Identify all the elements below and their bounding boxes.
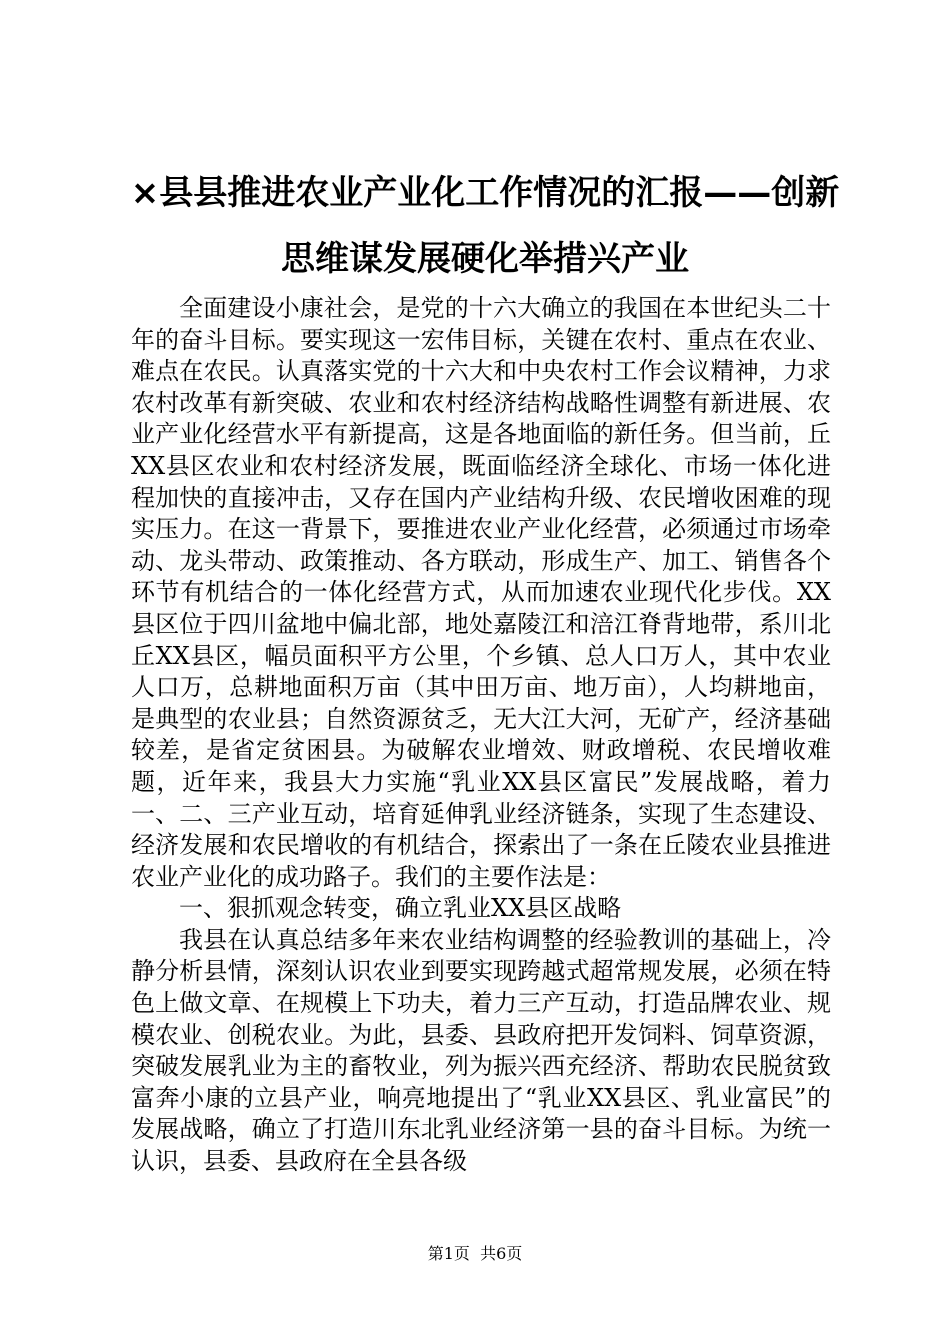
page-number: 第1页 bbox=[427, 1244, 470, 1263]
paragraph-section-one: 我县在认真总结多年来农业结构调整的经验教训的基础上，冷静分析县情，深刻认识农业到要实现跨越式超常规发展，必须在特色上做文章、在规模上下功夫，着力三产互动，打造品牌农业、规模农业、创税农业。为此，县委、县政府把开发饲料、饲草资源，突破发展乳业为主的畜牧业，列为振兴西充经济、帮助农民脱贫致富奔小康的立县产业，响亮地提出了“乳业XX县区、乳业富民”的发展战略，确立了打造川东北乳业经济第一县的奋斗目标。为统一认识，县委、县政府在全县各级 bbox=[131, 925, 831, 1176]
page-total: 共6页 bbox=[480, 1244, 523, 1263]
paragraph-intro: 全面建设小康社会，是党的十六大确立的我国在本世纪头二十年的奋斗目标。要实现这一宏伟目标，关键在农村、重点在农业、难点在农民。认真落实党的十六大和中央农村工作会议精神，力求农村改革有新突破、农业和农村经济结构战略性调整有新进展、农业产业化经营水平有新提高，这是各地面临的新任务。但当前，丘XX县区农业和农村经济发展，既面临经济全球化、市场一体化进程加快的直接冲击，又存在国内产业结构升级、农民增收困难的现实压力。在这一背景下，要推进农业产业化经营，必须通过市场牵动、龙头带动、政策推动、各方联动，形成生产、加工、销售各个环节有机结合的一体化经营方式，从而加速农业现代化步伐。XX县区位于四川盆地中偏北部，地处嘉陵江和涪江脊背地带，系川北丘XX县区，幅员面积平方公里，个乡镇、总人口万人，其中农业人口万，总耕地面积万亩（其中田万亩、地万亩），人均耕地亩，是典型的农业县；自然资源贫乏，无大江大河，无矿产，经济基础较差，是省定贫困县。为破解农业增效、财政增税、农民增收难题，近年来，我县大力实施“乳业XX县区富民”发展战略，着力一、二、三产业互动，培育延伸乳业经济链条，实现了生态建设、经济发展和农民增收的有机结合，探索出了一条在丘陵农业县推进农业产业化的成功路子。我们的主要作法是： bbox=[131, 294, 831, 891]
page-footer bbox=[0, 1244, 950, 1264]
document-body bbox=[131, 293, 831, 1178]
document-title: ×县县推进农业产业化工作情况的汇报——创新思维谋发展硬化举措兴产业 bbox=[130, 173, 840, 279]
section-heading: 一、狠抓观念转变，确立乳业XX县区战略 bbox=[179, 894, 622, 923]
